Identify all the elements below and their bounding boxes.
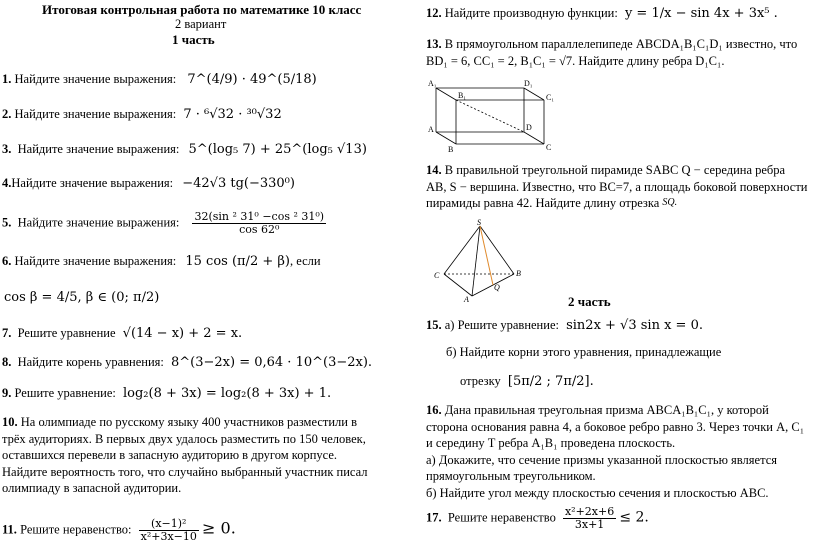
label-C-pyr: C xyxy=(434,271,440,280)
problem-3: 3. Найдите значение выражения: 5^(log₅ 7) + 25^(log₅ √13) xyxy=(2,142,367,157)
problem-1: 1. Найдите значение выражения: 7^(4/9) · 49^(5/18) xyxy=(2,72,317,87)
problem-4-expr: −42√3 tg(−330⁰) xyxy=(182,176,295,191)
problem-12-expr: y = 1/x − sin 4x + 3x⁵ . xyxy=(624,6,778,21)
problem-15b: б) Найдите корни этого уравнения, принадлежащие xyxy=(446,345,722,359)
variant-line: 2 вариант xyxy=(175,17,227,31)
parallelepiped-figure xyxy=(426,76,556,156)
problem-5: 5. Найдите значение выражения: $\frac{\text{32(sin ² 31⁰ −cos ² 31⁰)}}{\text{cos 62⁰}}$ xyxy=(2,210,325,236)
problem-4: 4.Найдите значение выражения: −42√3 tg(−330⁰) xyxy=(2,176,295,191)
problem-10: 10. На олимпиаде по русскому языку 400 участников разместили в трёх аудиториях. В первых двух удалось разместить по 150 человек, оставшихся перевели в запасную аудиторию в другом корпусе. Найдите вероятность того, что случайно выбранный участник писал олимпиаду в запасной аудитории. xyxy=(2,415,368,495)
problem-17: 17. Решите неравенство $\frac{\text{x²+2x+6}}{3x+1}$ ≤ 2. xyxy=(426,505,649,531)
label-B1: B₁ xyxy=(458,91,467,100)
problem-2-expr: 7 · ⁶√32 · ³⁰√32 xyxy=(183,107,282,122)
label-A: A xyxy=(428,125,434,134)
problem-15a-expr: sin2x + √3 sin x = 0. xyxy=(566,318,703,333)
label-D1: D₁ xyxy=(524,79,533,88)
problem-6-expr: 15 cos (π/2 + β) xyxy=(185,254,290,269)
label-S: S xyxy=(477,218,481,227)
problem-9: 9. Решите уравнение: log₂(8 + 3x) = log₂(8 + 3x) + 1. xyxy=(2,386,332,401)
problem-6: 6. Найдите значение выражения: 15 cos (π/2 + β), если xyxy=(2,254,321,269)
problem-15a: 15. а) Решите уравнение: sin2x + √3 sin x = 0. xyxy=(426,318,703,333)
problem-8-expr: 8^(3−2x) = 0,64 · 10^(3−2x). xyxy=(171,355,373,370)
problem-13: 13. В прямоугольном параллелепипеде ABCDA₁B₁C₁D₁ известно, что BD₁ = 6, CC₁ = 2, B₁C₁ = √7. Найдите длину ребра D₁C₁. xyxy=(426,37,798,68)
problem-17-fraction: $\frac{\text{x²+2x+6}}{3x+1}$ xyxy=(564,505,615,531)
problem-14: 14. В правильной треугольной пирамиде SABC Q − середина ребра AB, S − вершина. Известно, что BC=7, а площадь боковой поверхности пирамиды равна 42. Найдите длину отрезка SQ. xyxy=(426,163,808,210)
label-B-pyr: B xyxy=(516,269,521,278)
label-C1: C₁ xyxy=(546,93,555,102)
problem-9-expr: log₂(8 + 3x) = log₂(8 + 3x) + 1. xyxy=(123,386,332,401)
problem-3-expr: 5^(log₅ 7) + 25^(log₅ √13) xyxy=(188,142,367,157)
pyramid-figure xyxy=(432,218,542,304)
part1-heading: 1 часть xyxy=(172,32,215,47)
problem-16: 16. Дана правильная треугольная призма ABCA₁B₁C₁, у которой сторона основания равна 4, а боковое ребро равно 3. Через точки A, C₁ и середину T ребра A₁B₁ проведена плоскость. а) Докажите, что сечение призмы указанной плоскостью является прямоугольным треугольником. б) Найдите угол между плоскостью сечения и плоскостью ABC. xyxy=(426,403,805,500)
part2-heading: 2 часть xyxy=(568,294,611,309)
problem-7-expr: √(14 − x) + 2 = x. xyxy=(122,326,243,341)
document-title: Итоговая контрольная работа по математике 10 класс xyxy=(42,2,362,17)
problem-12: 12. Найдите производную функции: y = 1/x − sin 4x + 3x⁵ . xyxy=(426,6,778,21)
problem-8: 8. Найдите корень уравнения: 8^(3−2x) = 0,64 · 10^(3−2x). xyxy=(2,355,373,370)
problem-15b-interval: отрезку [5π/2 ; 7π/2]. xyxy=(460,374,594,389)
label-Q: Q xyxy=(494,283,500,292)
label-A1: A₁ xyxy=(428,79,437,88)
problem-5-fraction: $\frac{\text{32(sin ² 31⁰ −cos ² 31⁰)}}{\text{cos 62⁰}}$ xyxy=(194,210,325,236)
problem-11: 11. Решите неравенство: $\frac{\text{(x−1)²}}{\text{x²+3x−10}}$ ≥ 0. xyxy=(2,517,236,543)
label-C: C xyxy=(546,143,552,152)
problem-7: 7. Решите уравнение √(14 − x) + 2 = x. xyxy=(2,326,243,341)
problem-2: 2. Найдите значение выражения: 7 · ⁶√32 · ³⁰√32 xyxy=(2,107,282,122)
problem-11-fraction: $\frac{\text{(x−1)²}}{\text{x²+3x−10}}$ xyxy=(140,517,197,543)
label-A-pyr: A xyxy=(464,295,469,304)
label-D: D xyxy=(526,123,532,132)
problem-1-expr: 7^(4/9) · 49^(5/18) xyxy=(187,72,317,87)
problem-6-condition: cos β = 4/5, β ∈ (0; π/2) xyxy=(4,290,160,305)
label-B: B xyxy=(448,145,454,154)
